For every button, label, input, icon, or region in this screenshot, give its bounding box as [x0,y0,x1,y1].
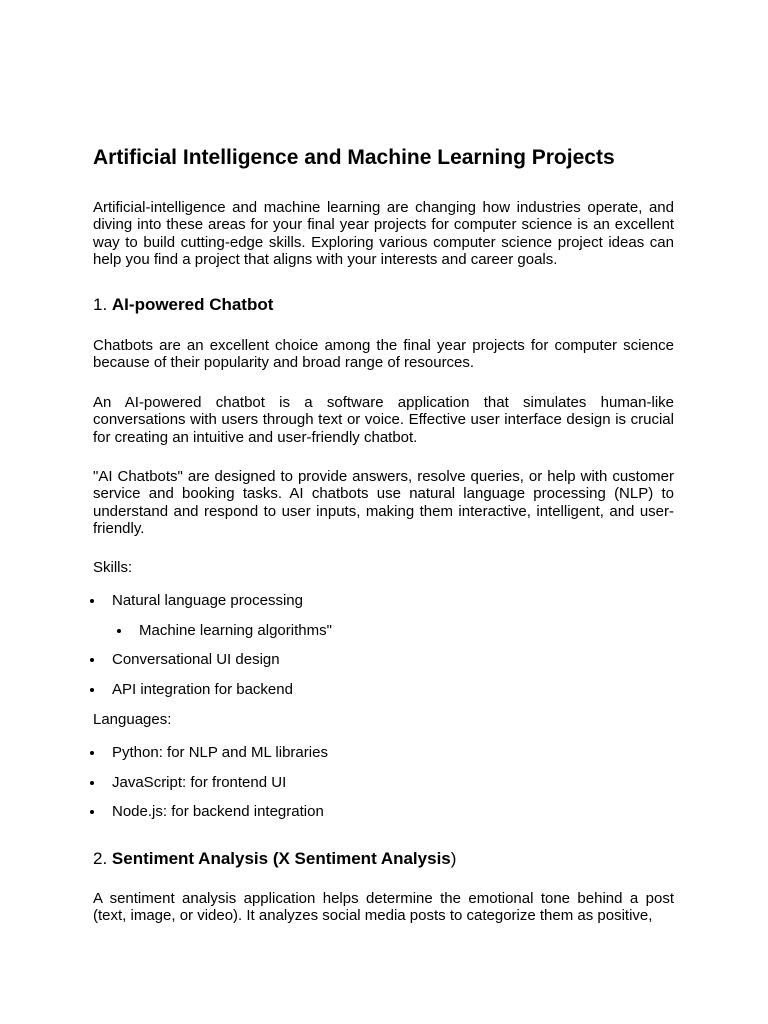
chatbot-paragraph-1: Chatbots are an excellent choice among the final year projects for computer science because of their popularity and broad range of resources. [93,337,674,372]
list-item-text: JavaScript: for frontend UI [112,774,287,791]
list-item [112,651,280,669]
intro-paragraph: Artificial-intelligence and machine learning are changing how industries operate, and diving into these areas for your final year projects for computer science is an excellent way to build cutting-edge skills. Exploring various computer science project ideas can help you find a project that aligns with your interests and career goals. [93,199,674,268]
list-item [139,622,332,640]
bullet-icon [90,658,94,662]
section-number: 1. [93,295,112,314]
bullet-icon [90,751,94,755]
chatbot-paragraph-2: An AI-powered chatbot is a software application that simulates human-like conversations with users through text or voice. Effective user interface design is crucial for creating an intuitive and user-friendly chatbot. [93,394,674,446]
chatbot-paragraph-3: "AI Chatbots" are designed to provide answers, resolve queries, or help with customer service and booking tasks. AI chatbots use natural language processing (NLP) to understand and respond to user inputs, making them interactive, intelligent, and user-friendly. [93,468,674,537]
bullet-icon [90,810,94,814]
bullet-icon [90,599,94,603]
list-item-text: Conversational UI design [112,651,280,668]
list-item [112,744,328,762]
list-item-text: Python: for NLP and ML libraries [112,744,328,761]
list-item-text: Machine learning algorithms" [139,622,332,639]
list-item-text: API integration for backend [112,681,293,698]
sentiment-paragraph-1: A sentiment analysis application helps determine the emotional tone behind a post (text, image, or video). It analyzes social media posts to categorize them as positive, [93,890,674,925]
languages-label: Languages: [93,711,172,728]
list-item [112,681,293,699]
bullet-icon [90,781,94,785]
section-number: 2. [93,849,112,868]
bullet-icon [90,688,94,692]
list-item [112,803,324,821]
page-title: Artificial Intelligence and Machine Learning Projects [93,146,615,169]
bullet-icon [117,629,121,633]
section-title: AI-powered Chatbot [111,295,274,314]
list-item-text: Natural language processing [112,592,303,609]
section-title-close: ) [450,849,457,868]
document-page [93,0,674,1024]
list-item [112,592,303,610]
section-title: Sentiment Analysis (X Sentiment Analysis [111,849,451,868]
section-heading-chatbot [93,294,273,316]
list-item-text: Node.js: for backend integration [112,803,324,820]
skills-label: Skills: [93,559,133,576]
list-item [112,774,286,792]
section-heading-sentiment [93,848,456,870]
